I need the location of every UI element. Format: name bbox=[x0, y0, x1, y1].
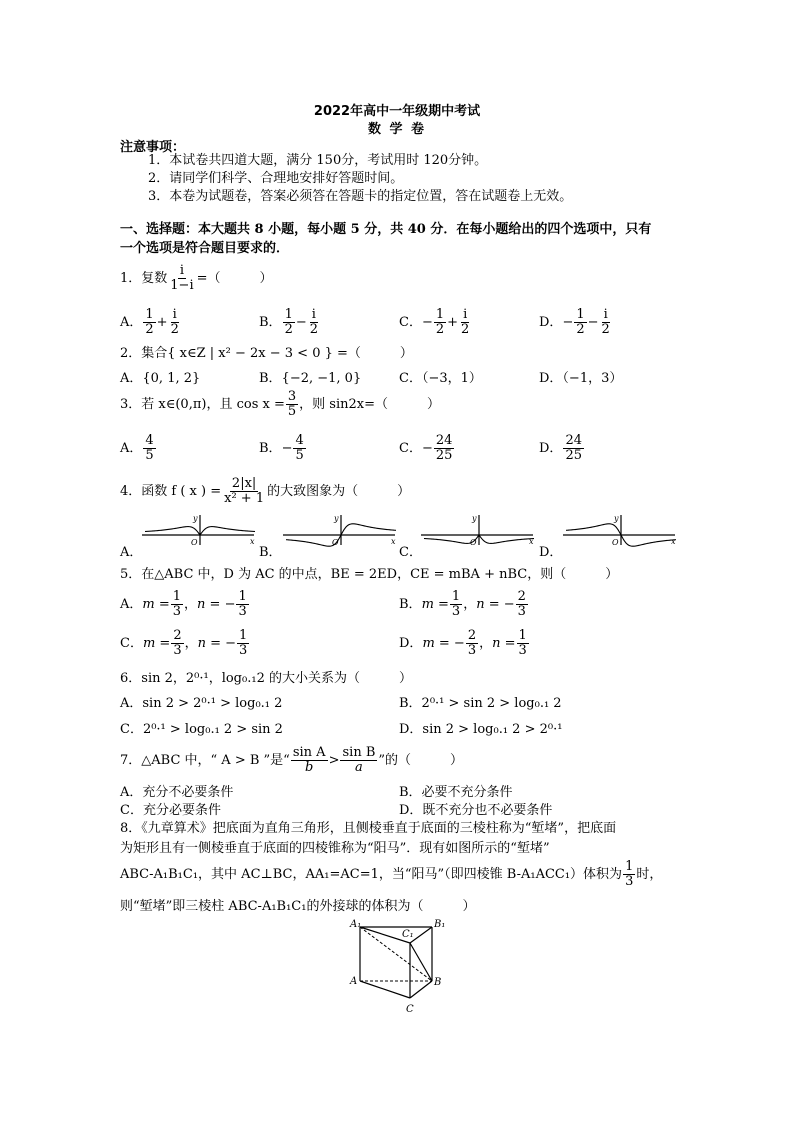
q1-b-frac1: $\frac{1}{2}$ bbox=[284, 307, 293, 337]
q3-b-sign: − bbox=[281, 440, 293, 456]
q1-numerator: i bbox=[179, 263, 185, 278]
q8-line3 bbox=[120, 860, 662, 889]
q8-line3-suffix: 时， bbox=[636, 866, 663, 882]
q7-fraction-1 bbox=[291, 746, 328, 775]
q2-option-a[interactable]: A．{0, 1, 2} bbox=[120, 371, 201, 386]
label-a: A bbox=[350, 976, 358, 987]
q4-graph-b-origin: O bbox=[332, 538, 339, 547]
label-c: C bbox=[406, 1004, 414, 1015]
q4-numerator: 2|x| bbox=[231, 476, 257, 491]
q7-num2: sin B bbox=[342, 745, 376, 760]
question-7-stem: 7．△ABC 中，“ A > B ”是“ $\frac{\text{sin A}}{b}$ > $\frac{\text{sin B}}{a}$ ”的（ ） bbox=[120, 745, 464, 775]
q4-option-c-label[interactable]: C． bbox=[399, 545, 422, 560]
q6-option-d[interactable]: D．sin 2 > log₀.₁ 2 > 2⁰·¹ bbox=[399, 722, 563, 737]
q7-option-a[interactable]: A．充分不必要条件 bbox=[120, 785, 234, 800]
q6-option-a[interactable]: A．sin 2 > 2⁰·¹ > log₀.₁ 2 bbox=[120, 696, 283, 711]
q8-line3-text: ABC-A₁B₁C₁，其中 AC⊥BC，AA₁=AC=1，当“阳马”（即四棱锥 B-A₁ACC₁）体积为 bbox=[120, 866, 623, 882]
q3-suffix: ，则 sin2x=（ ） bbox=[299, 396, 440, 412]
q3-d-den: 25 bbox=[565, 448, 582, 463]
q3-a-num: 4 bbox=[145, 433, 154, 448]
q7-suffix: ”的（ ） bbox=[378, 752, 464, 768]
q6-option-b[interactable]: B．2⁰·¹ > sin 2 > log₀.₁ 2 bbox=[399, 696, 562, 711]
q4-prefix: 4．函数 f ( x ) = bbox=[120, 483, 222, 499]
q2-option-d[interactable]: D．（−1，3） bbox=[539, 371, 623, 386]
q6-option-c[interactable]: C．2⁰·¹ > log₀.₁ 2 > sin 2 bbox=[120, 722, 283, 737]
label-b: B bbox=[434, 977, 442, 988]
q1-d-frac1: $\frac{1}{2}$ bbox=[576, 307, 585, 337]
q2-option-c[interactable]: C．（−3，1） bbox=[399, 371, 482, 386]
q1-option-c[interactable]: C． − $\frac{1}{2}$ + $\frac{i}{2}$ bbox=[399, 307, 470, 337]
q1-option-c-label: C． bbox=[399, 314, 422, 330]
q2-option-b[interactable]: B．{−2, −1, 0} bbox=[259, 371, 362, 386]
q4-option-d-label[interactable]: D． bbox=[539, 545, 563, 560]
q3-d-num: 24 bbox=[565, 433, 582, 448]
q8-num: 1 bbox=[625, 859, 634, 874]
section-heading-line1: 一、选择题：本大题共 8 小题，每小题 5 分，共 40 分．在每小题给出的四个选项中，只有 bbox=[120, 222, 652, 237]
edge-c1-b bbox=[410, 943, 432, 981]
q4-graph-a-x-label: x bbox=[250, 537, 255, 546]
q1-c-frac2: $\frac{i}{2}$ bbox=[461, 307, 470, 337]
q3-b-den: 5 bbox=[295, 448, 304, 463]
q5-option-b[interactable]: B． m = $\frac{1}{3}$ ， n = − $\frac{2}{3}$ bbox=[399, 589, 526, 619]
q8-line1: 8．《九章算术》把底面为直角三角形，且侧棱垂直于底面的三棱柱称为“堑堵”，把底面 bbox=[120, 821, 617, 836]
edge-c-b bbox=[410, 981, 432, 998]
q3-b-num: 4 bbox=[295, 433, 304, 448]
q1-option-d-label: D． bbox=[539, 314, 563, 330]
section-heading-line2: 一个选项是符合题目要求的． bbox=[120, 241, 290, 256]
edge-a-c bbox=[360, 981, 410, 998]
exam-subtitle: 数 学 卷 bbox=[367, 122, 427, 137]
q4-graph-a-origin: O bbox=[191, 538, 198, 547]
note-item-2: 2．请同学们科学、合理地安排好答题时间。 bbox=[148, 171, 404, 186]
q7-fraction-2 bbox=[340, 746, 377, 775]
q1-option-d[interactable]: D． − $\frac{1}{2}$ − $\frac{i}{2}$ bbox=[539, 307, 610, 337]
q1-d-frac2: $\frac{i}{2}$ bbox=[601, 307, 610, 337]
q3-option-a-label: A． bbox=[120, 440, 143, 456]
question-2-stem: 2．集合{ x∈Z | x² − 2x − 3 < 0 } =（ ） bbox=[120, 346, 413, 361]
prism-figure bbox=[340, 915, 460, 1020]
q4-denominator: x² + 1 bbox=[224, 491, 265, 506]
q3-a-den: 5 bbox=[145, 448, 154, 463]
q7-option-d[interactable]: D．既不充分也不必要条件 bbox=[399, 803, 553, 818]
note-item-1: 1．本试卷共四道大题，满分 150分，考试用时 120分钟。 bbox=[148, 153, 488, 168]
q7-option-c[interactable]: C．充分必要条件 bbox=[120, 803, 221, 818]
q1-denominator: 1−i bbox=[170, 278, 194, 293]
q3-numerator: 3 bbox=[287, 389, 297, 404]
q5-option-d[interactable]: D． m = − $\frac{2}{3}$ ， n = $\frac{1}{3}$ bbox=[399, 628, 527, 658]
q1-option-a[interactable]: A． $\frac{1}{2}$ + $\frac{i}{2}$ bbox=[120, 307, 179, 337]
q3-c-den: 25 bbox=[435, 448, 453, 463]
label-a1: A₁ bbox=[350, 919, 362, 930]
q4-graph-c-x-label: x bbox=[529, 537, 534, 546]
q1-suffix: =（ ） bbox=[196, 270, 273, 286]
q4-graph-d-y-label: y bbox=[614, 514, 619, 523]
q3-option-b-label: B． bbox=[259, 440, 282, 456]
question-6-stem: 6．sin 2，2⁰·¹，log₀.₁2 的大小关系为（ ） bbox=[120, 671, 412, 686]
q3-c-num: 24 bbox=[435, 433, 453, 448]
q8-line2: 为矩形且有一侧棱垂直于底面的四棱锥称为“阳马”．现有如图所示的“堑堵” bbox=[120, 841, 550, 856]
q4-graph-d-x-label: x bbox=[671, 537, 676, 546]
q8-line4: 则“堑堵”即三棱柱 ABC-A₁B₁C₁的外接球的体积为（ ） bbox=[120, 899, 476, 914]
q7-den2: a bbox=[355, 760, 363, 775]
q4-option-b-label[interactable]: B． bbox=[259, 545, 282, 560]
note-item-3: 3．本卷为试题卷，答案必须答在答题卡的指定位置，答在试题卷上无效。 bbox=[148, 189, 573, 204]
q1-a-frac2: $\frac{i}{2}$ bbox=[170, 307, 179, 337]
q7-num1: sin A bbox=[292, 745, 326, 760]
q4-graph-b-x-label: x bbox=[391, 537, 396, 546]
q5-option-d-label: D． bbox=[399, 635, 423, 651]
question-5-stem: 5．在△ABC 中，D 为 AC 的中点，BE = 2ED，CE = mBA + nBC，则（ ） bbox=[120, 567, 619, 582]
q4-option-a-label[interactable]: A． bbox=[120, 545, 143, 560]
q4-suffix: 的大致图象为（ ） bbox=[267, 483, 411, 499]
q1-option-b-label: B． bbox=[259, 314, 282, 330]
q3-option-d-label: D． bbox=[539, 440, 563, 456]
q5-option-c[interactable]: C． m = $\frac{2}{3}$ ， n = − $\frac{1}{3}$ bbox=[120, 628, 248, 658]
q5-option-c-label: C． bbox=[120, 635, 143, 651]
label-c1: C₁ bbox=[402, 929, 414, 940]
q4-graph-c-origin: O bbox=[470, 538, 477, 547]
q8-den: 3 bbox=[625, 874, 634, 889]
notes-heading: 注意事项： bbox=[120, 140, 186, 155]
q7-prefix: 7．△ABC 中，“ A > B ”是“ bbox=[120, 752, 290, 768]
q1-option-a-label: A． bbox=[120, 314, 143, 330]
q7-option-b[interactable]: B．必要不充分条件 bbox=[399, 785, 513, 800]
q8-fraction bbox=[623, 860, 635, 889]
q1-a-frac1: $\frac{1}{2}$ bbox=[145, 307, 154, 337]
q1-prefix: 1．复数 bbox=[120, 270, 168, 286]
q5-option-a[interactable]: A． m = $\frac{1}{3}$ ， n = − $\frac{1}{3}$ bbox=[120, 589, 247, 619]
q1-b-frac2: $\frac{i}{2}$ bbox=[309, 307, 319, 337]
q4-graph-d-origin: O bbox=[612, 538, 619, 547]
q1-c-frac1: $\frac{1}{2}$ bbox=[435, 307, 445, 337]
q3-c-sign: − bbox=[421, 440, 433, 456]
q1-option-b[interactable]: B． $\frac{1}{2}$ − $\frac{i}{2}$ bbox=[259, 307, 319, 337]
q3-prefix: 3．若 x∈(0,π)，且 cos x = bbox=[120, 396, 285, 412]
q4-graph-c-y-label: y bbox=[472, 514, 477, 523]
exam-title: 2022年高中一年级期中考试 bbox=[313, 104, 481, 119]
q3-denominator: 5 bbox=[287, 404, 297, 419]
q5-option-b-label: B． bbox=[399, 596, 422, 612]
q4-graph-a-y-label: y bbox=[193, 514, 198, 523]
q5-option-a-label: A． bbox=[120, 596, 143, 612]
q7-den1: b bbox=[305, 760, 314, 775]
q4-graph-b-y-label: y bbox=[334, 514, 339, 523]
q3-option-c-label: C． bbox=[399, 440, 422, 456]
label-b1: B₁ bbox=[434, 919, 446, 930]
